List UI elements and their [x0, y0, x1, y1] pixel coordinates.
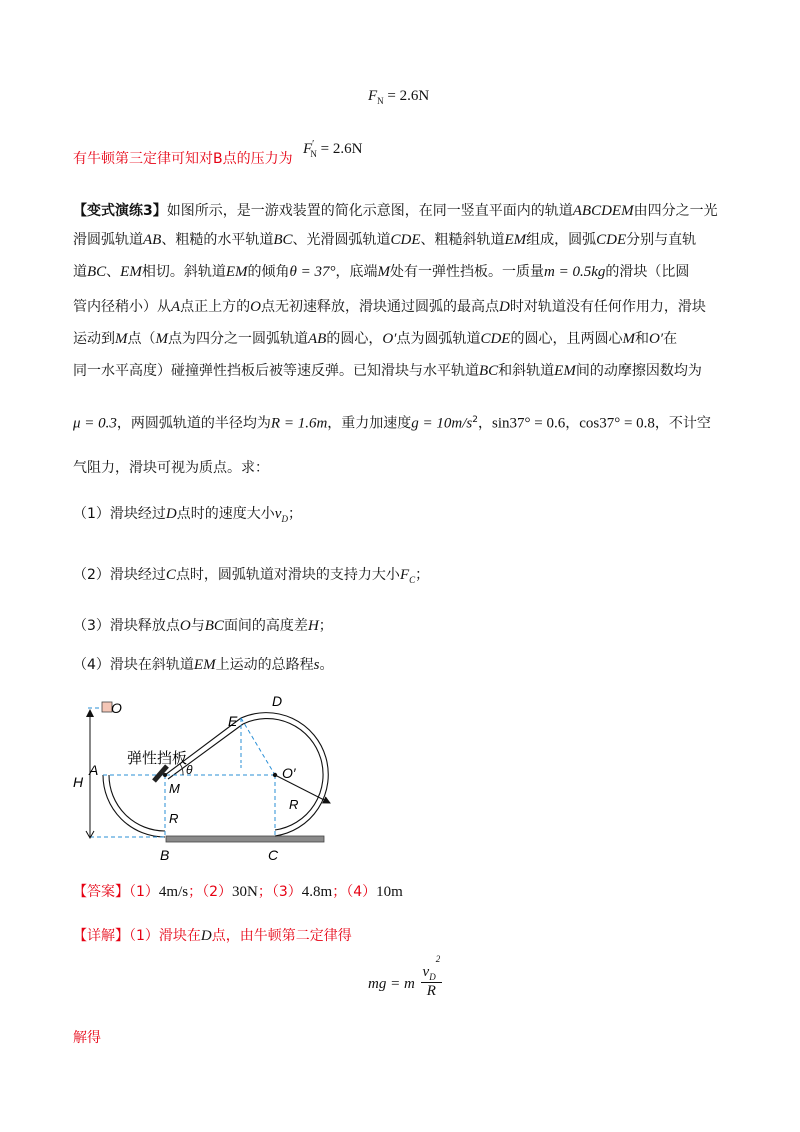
label-theta: θ — [186, 763, 193, 777]
problem-tag: 【变式演练3】 — [73, 203, 167, 219]
question-3: （3）滑块释放点O与BC面间的高度差H； — [73, 618, 333, 634]
label-r-right: R — [289, 797, 299, 812]
third-law-text: 有牛顿第三定律可知对B点的压力为 — [73, 151, 293, 167]
arc-ab — [103, 775, 165, 837]
equation-mg: mg = m $\frac{v_D^2}{R}$ — [368, 954, 441, 999]
answer-line: 【答案】（1）4m/s；（2）30N；（3）4.8m；（4）10m — [73, 884, 403, 900]
label-d: D — [272, 693, 283, 709]
question-2: （2）滑块经过C点时，圆弧轨道对滑块的支持力大小$F_C$； — [73, 567, 430, 585]
track-diagram — [70, 690, 370, 870]
question-1: （1）滑块经过D点时的速度大小$v_D$； — [73, 506, 302, 524]
label-o: O — [111, 700, 122, 716]
equation-fn-prime: $F'_N = 2.6N$ — [303, 139, 363, 159]
label-o-prime: O′ — [282, 765, 296, 781]
label-c: C — [268, 847, 279, 863]
label-r-left: R — [169, 811, 179, 826]
label-a: A — [89, 762, 99, 778]
detail-line: 【详解】（1）滑块在D点，由牛顿第二定律得 — [73, 928, 352, 944]
label-elastic-board: 弹性挡板 — [127, 750, 188, 767]
equation-fn: $F_N = 2.6N$ — [368, 88, 430, 106]
label-e: E — [228, 713, 238, 729]
label-b: B — [160, 847, 170, 863]
question-4: （4）滑块在斜轨道EM上运动的总路程s。 — [73, 657, 334, 673]
horizontal-track-bc — [166, 836, 324, 842]
label-h: H — [73, 774, 84, 790]
label-m: M — [169, 781, 180, 796]
solve-label: 解得 — [73, 1030, 101, 1046]
